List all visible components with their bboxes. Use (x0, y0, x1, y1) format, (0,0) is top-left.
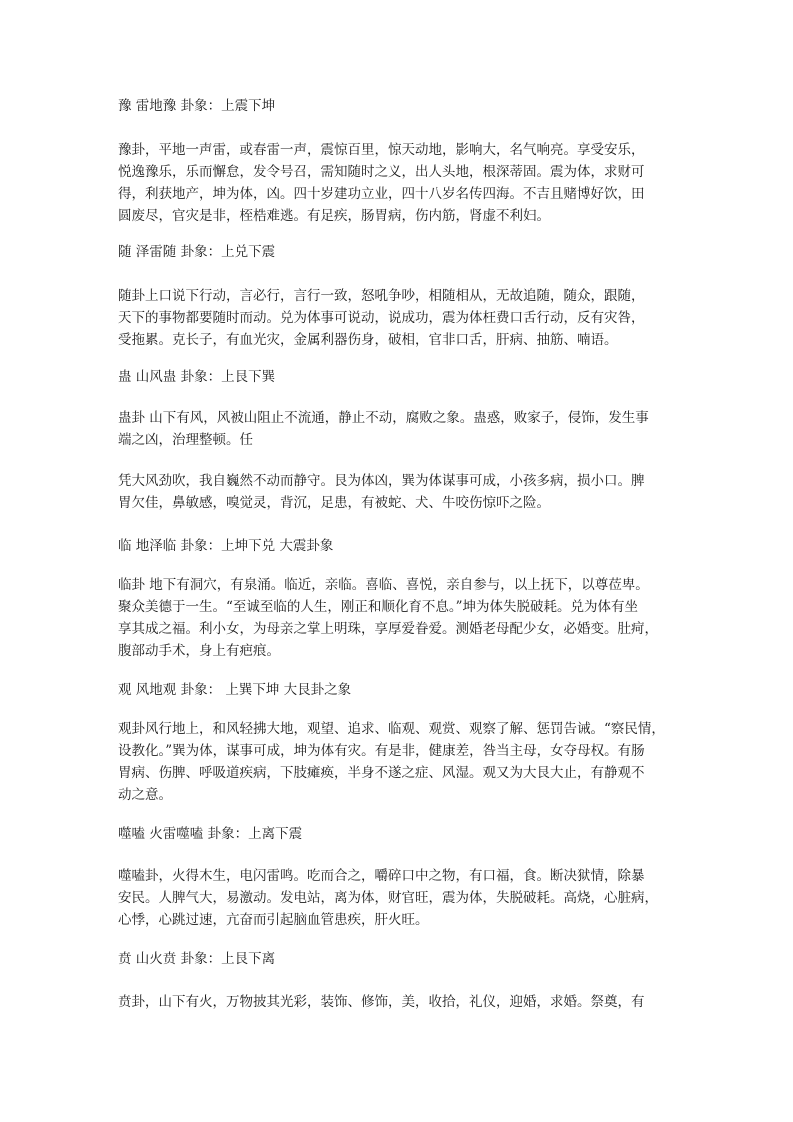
text-line: 天下的事物都要随时而动。兑为体事可说动，说成功，震为体枉费口舌行动，反有灾咎， (118, 310, 645, 326)
text-line: 悦逸豫乐，乐而懈怠，发令号召，需知随时之义，出人头地，根深蒂固。震为体，求财可 (118, 164, 645, 180)
text-line: 受拖累。克长子，有血光灾，金属利器伤身，破相，官非口舌，肝病、抽筋、喃语。 (118, 332, 618, 348)
section-paragraph (118, 407, 678, 451)
section-paragraph (118, 470, 678, 514)
text-line: 胃病、伤脾、呼吸道疾病，下肢瘫痪，半身不遂之症、风湿。观又为大艮大止，有静观不 (118, 765, 645, 781)
text-line: 观卦风行地上，和风轻拂大地，观望、追求、临观、观赏、观察了解、惩罚告诫。“察民情， (118, 721, 665, 737)
section-paragraph (118, 285, 678, 351)
text-line: 享其成之福。利小女，为母亲之掌上明珠，享厚爱眷爱。测婚老母配少女，必婚变。肚疴， (118, 621, 658, 637)
section-heading: 噬嗑 火雷噬嗑 卦象：上离下震 (118, 826, 303, 842)
section-paragraph (118, 865, 678, 931)
text-line: 腹部动手术，身上有疤痕。 (118, 643, 280, 659)
section-paragraph (118, 139, 678, 227)
text-line: 心悸，心跳过速，亢奋而引起脑血管患疾，肝火旺。 (118, 912, 429, 928)
section-heading: 观 风地观 卦象： 上巽下坤 大艮卦之象 (118, 682, 352, 698)
text-line: 贲卦，山下有火，万物披其光彩，装饰、修饰，美，收拾，礼仪，迎婚，求婚。祭奠，有 (118, 994, 645, 1010)
text-line: 胃欠佳，鼻敏感，嗅觉灵，背沉，足患，有被蛇、犬、牛咬伤惊吓之险。 (118, 495, 550, 511)
section-heading: 临 地泽临 卦象：上坤下兑 大震卦象 (118, 538, 334, 554)
text-line: 聚众美德于一生。“至诚至临的人生，刚正和顺化育不息。”坤为体失脱破耗。兑为体有坐 (118, 599, 639, 615)
section-heading: 贲 山火贲 卦象：上艮下离 (118, 951, 276, 967)
text-line: 得，利获地产，坤为体，凶。四十岁建功立业，四十八岁名传四海。不吉且赌博好饮，田 (118, 186, 645, 202)
text-line: 凭大风劲吹，我自巍然不动而静守。艮为体凶，巽为体谋事可成，小孩多病，损小口。脾 (118, 473, 645, 489)
text-line: 豫卦，平地一声雷，或春雷一声，震惊百里，惊天动地，影响大，名气响亮。享受安乐， (118, 142, 645, 158)
section-paragraph (118, 991, 678, 1013)
text-line: 端之凶，治理整顿。任 (118, 432, 253, 448)
section-paragraph (118, 574, 678, 662)
section-paragraph (118, 718, 678, 806)
text-line: 蛊卦 山下有风，风被山阻止不流通，静止不动，腐败之象。蛊惑，败家子，侵饰，发生事 (118, 410, 649, 426)
text-line: 随卦上口说下行动，言必行，言行一致，怒吼争吵，相随相从，无故追随，随众，跟随， (118, 288, 645, 304)
text-line: 噬嗑卦，火得木生，电闪雷鸣。吃而合之，嚼碎口中之物，有口福，食。断决狱情，除暴 (118, 868, 645, 884)
text-line: 安民。人脾气大，易激动。发电站，离为体，财官旺，震为体，失脱破耗。高烧，心脏病， (118, 890, 658, 906)
section-heading: 随 泽雷随 卦象：上兑下震 (118, 244, 276, 260)
section-heading: 蛊 山风蛊 卦象：上艮下巽 (118, 369, 276, 385)
text-line: 动之意。 (118, 787, 172, 803)
text-line: 临卦 地下有洞穴，有泉涌。临近，亲临。喜临、喜悦，亲自参与，以上抚下，以尊莅卑。 (118, 577, 649, 593)
text-line: 圆废尽，官灾是非，桎梏难逃。有足疾，肠胃病，伤内筋，肾虚不利妇。 (118, 208, 550, 224)
text-line: 设教化。”巽为体，谋事可成，坤为体有灾。有是非，健康差，咎当主母，女夺母权。有肠 (118, 743, 645, 759)
section-heading: 豫 雷地豫 卦象：上震下坤 (118, 98, 276, 114)
